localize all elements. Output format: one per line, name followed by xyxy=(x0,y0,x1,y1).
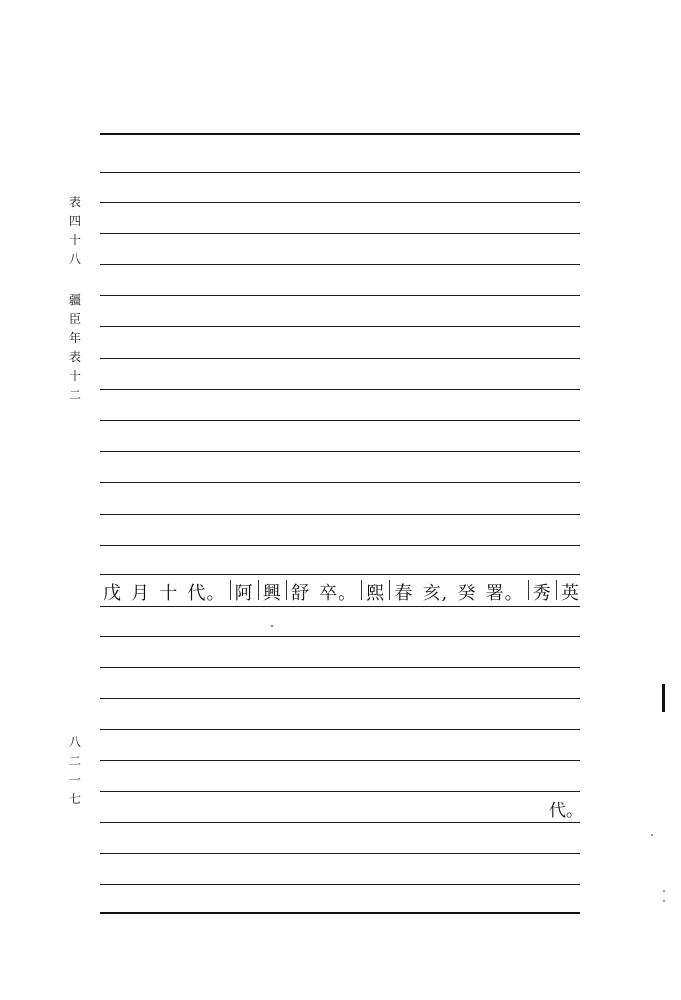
side-title-char: 二 xyxy=(68,388,81,402)
table-rule xyxy=(100,514,580,515)
side-title-char: 表 xyxy=(68,350,81,364)
table-rule xyxy=(100,202,580,203)
page-number-char: 七 xyxy=(68,792,81,806)
table-rule xyxy=(100,233,580,234)
side-title-char: 四 xyxy=(68,214,81,228)
entry-cell: 十 xyxy=(159,583,179,604)
table-rule xyxy=(100,636,580,637)
page-number-char: 二 xyxy=(68,754,81,768)
table-rule xyxy=(100,760,580,761)
table-rule xyxy=(100,698,580,699)
table-rule xyxy=(100,295,580,296)
table-rule xyxy=(100,326,580,327)
table-rule xyxy=(100,172,580,173)
scan-speck xyxy=(663,890,665,892)
entry-cell: 戊 xyxy=(103,583,122,604)
side-title-char: 十 xyxy=(68,369,81,383)
entry-cell: 秀 xyxy=(530,579,552,605)
table-rule xyxy=(100,791,580,792)
side-title-char: 八 xyxy=(68,252,81,266)
side-title-char: 十 xyxy=(68,233,81,247)
side-title-char: 年 xyxy=(68,331,81,345)
table-rule xyxy=(100,358,580,359)
table-rule xyxy=(100,264,580,265)
entry-cell: 月 xyxy=(131,583,151,604)
entry-cell: 阿 xyxy=(232,579,254,605)
table-rule xyxy=(100,912,580,914)
margin-mark xyxy=(662,684,665,712)
scan-speck xyxy=(651,834,653,836)
entry-cell: 春 xyxy=(391,579,413,605)
table-rule xyxy=(100,389,580,390)
page-number-char: 八 xyxy=(68,735,81,749)
table-rule xyxy=(100,667,580,668)
entry-cell: 舒 xyxy=(288,579,310,605)
table-rule xyxy=(100,853,580,854)
entry-cell: 卒。 xyxy=(319,583,358,604)
entry-cell: 熙 xyxy=(363,579,385,605)
entry-cell: 興 xyxy=(260,579,282,605)
entry-cell: 代。 xyxy=(187,583,226,604)
scan-speck xyxy=(271,625,273,627)
table-rule xyxy=(100,822,580,823)
side-title-char: 疆 xyxy=(68,293,81,307)
entry-cell: 癸 xyxy=(457,583,477,604)
entry-row xyxy=(100,575,580,609)
entry-cell: 亥, xyxy=(422,583,449,604)
table-rule xyxy=(100,420,580,421)
entry-cell: 署。 xyxy=(485,583,524,604)
tail-entry: 代。 xyxy=(549,801,583,821)
table-rule xyxy=(100,545,580,546)
table-rule xyxy=(100,133,580,135)
table-rule xyxy=(100,729,580,730)
entry-cell: 英 xyxy=(558,579,580,605)
table-rule xyxy=(100,451,580,452)
table-rule xyxy=(100,884,580,885)
side-title-char: 表 xyxy=(68,195,81,209)
page-number-char: 一 xyxy=(68,773,81,787)
scan-speck xyxy=(663,900,665,902)
side-title-char: 臣 xyxy=(68,312,81,326)
table-rule xyxy=(100,482,580,483)
